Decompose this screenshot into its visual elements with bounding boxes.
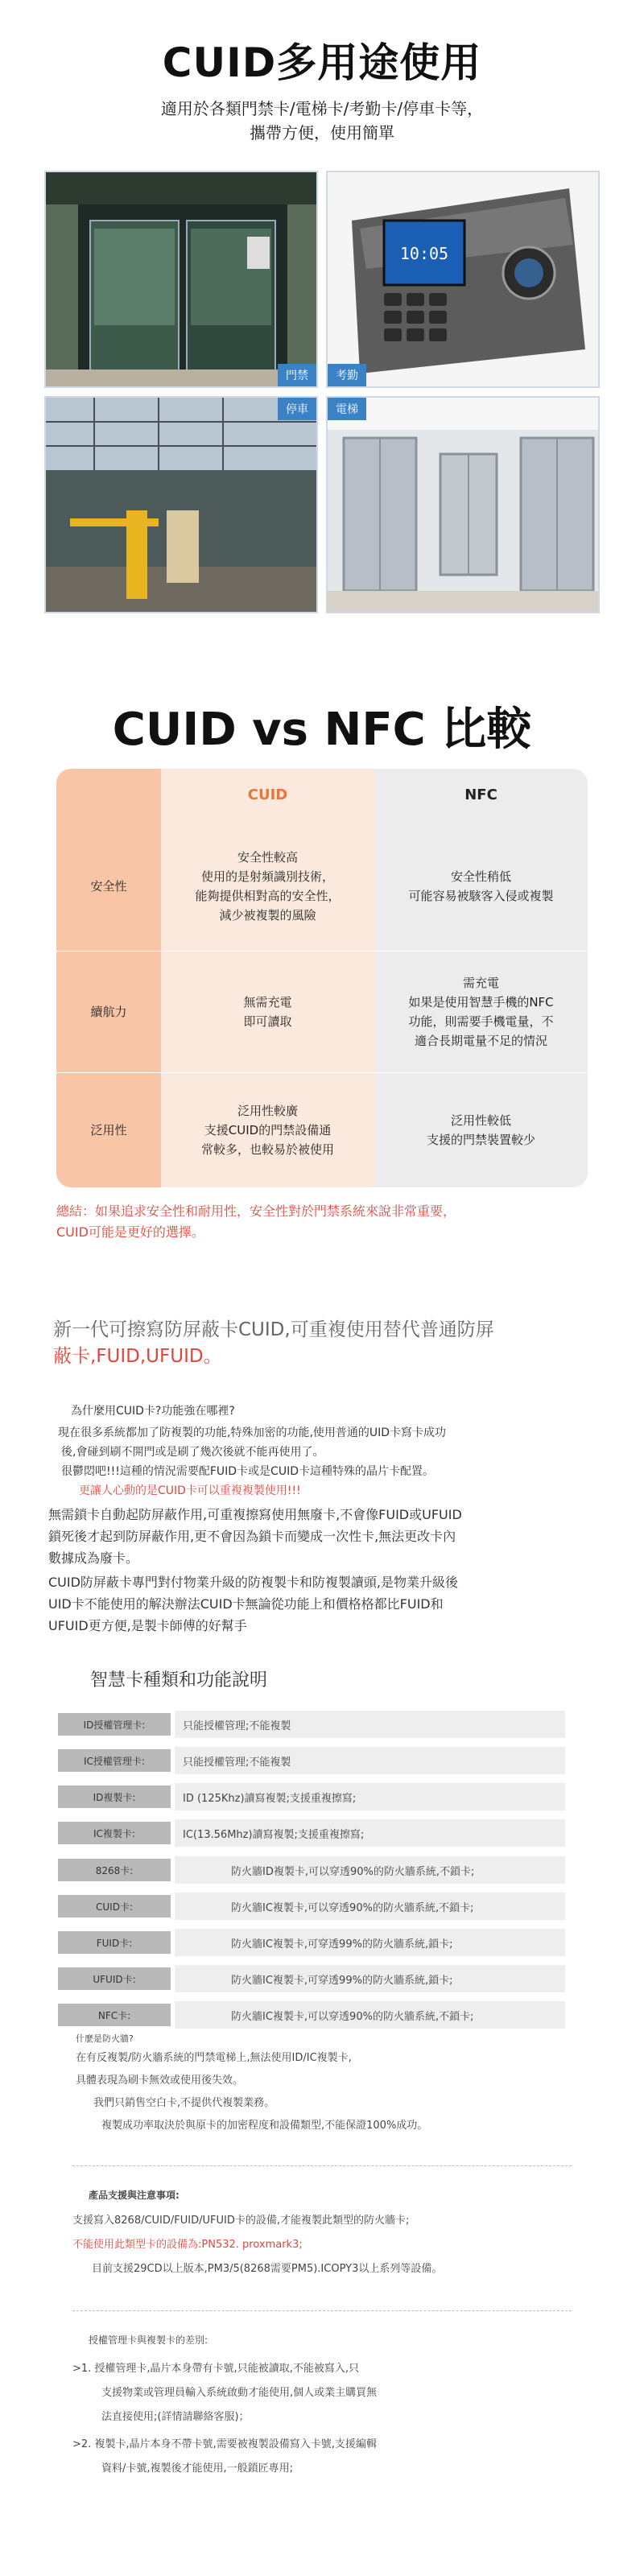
section-divider xyxy=(72,2165,572,2166)
para-line: CUID防屏蔽卡專門對付物業升級的防複製卡和防複製讀頭,是物業升級後 xyxy=(48,1575,459,1590)
elevator-illustration xyxy=(328,398,600,613)
cell-line: 泛用性較低 xyxy=(450,1113,511,1128)
card-type-desc: 只能授權管理;不能複製 xyxy=(175,1711,565,1738)
card-row xyxy=(58,1929,565,1956)
diff-title: 授權管理卡與複製卡的差別: xyxy=(89,2334,208,2346)
card-type-label: ID授權管理卡: xyxy=(58,1713,171,1736)
card-row xyxy=(58,1819,565,1847)
card-type-label: NFC卡: xyxy=(58,2004,171,2026)
card-row xyxy=(58,1711,565,1738)
diff-line: >1. 授權管理卡,晶片本身帶有卡號,只能被讀取,不能被寫入,只 xyxy=(72,2363,359,2375)
cuid-security-cell xyxy=(161,822,374,951)
diff-line: 法直接使用;(詳情請聯絡客服)； xyxy=(101,2411,250,2423)
photo-tag: 停車 xyxy=(278,398,316,420)
card-row xyxy=(58,1783,565,1810)
para-line: 無需鎖卡自動起防屏蔽作用,可重複擦寫使用無廢卡,不會像FUID或UFUID xyxy=(48,1507,462,1522)
para-line: 鎖死後才起到防屏蔽作用,更不會因為鎖卡而變成一次性卡,無法更改卡內 xyxy=(48,1529,456,1544)
cards-section-title: 智慧卡種類和功能說明 xyxy=(90,1670,268,1690)
card-row xyxy=(58,1893,565,1920)
diff-notes xyxy=(72,2357,580,2481)
parking-gate-photo xyxy=(44,396,318,613)
heading-line: 新一代可擦寫防屏蔽卡CUID,可重複使用替代普通防屏 xyxy=(53,1319,494,1340)
comparison-title: CUID vs NFC 比較 xyxy=(112,704,532,756)
cell-line: 支援CUID的門禁設備通 xyxy=(204,1123,332,1137)
attendance-terminal-illustration xyxy=(328,172,600,388)
parking-gate-illustration xyxy=(46,398,318,613)
card-type-label: 8268卡: xyxy=(58,1859,171,1881)
para-line: UID卡不能使用的解決辦法CUID卡無論從功能上和價格格都比FUID和 xyxy=(48,1596,444,1612)
cell-line: 安全性稍低 xyxy=(450,869,511,884)
card-type-label: IC複製卡: xyxy=(58,1822,171,1844)
summary-line: CUID可能是更好的選擇。 xyxy=(56,1224,204,1240)
card-row xyxy=(58,1965,565,1992)
photo-tag: 電梯 xyxy=(328,398,366,420)
photo-tag: 考勤 xyxy=(328,364,366,386)
para-line: 數據成為廢卡。 xyxy=(48,1550,139,1566)
row-label-security: 安全性 xyxy=(56,822,161,951)
article-heading xyxy=(53,1317,584,1370)
table-header-empty xyxy=(56,769,161,822)
card-type-desc: IC(13.56Mhz)讀寫複製;支援重複擦寫; xyxy=(175,1819,565,1847)
card-type-desc: 防火牆IC複製卡,可穿透99%的防火牆系統,鎖卡; xyxy=(175,1965,565,1992)
door-access-photo xyxy=(44,171,318,388)
card-type-desc: 防火牆ID複製卡,可以穿透90%的防火牆系統,不鎖卡; xyxy=(175,1856,565,1884)
card-type-desc: 防火牆IC複製卡,可穿透99%的防火牆系統,鎖卡; xyxy=(175,1929,565,1956)
nfc-endurance-cell xyxy=(374,952,588,1072)
heading-line: 蔽卡,FUID,UFUID。 xyxy=(53,1346,222,1367)
elevator-photo xyxy=(326,396,600,613)
door-access-illustration xyxy=(46,172,318,388)
summary-line: 總結：如果追求安全性和耐用性，安全性對於門禁系統來說非常重要， xyxy=(56,1203,456,1219)
row-label-versatility: 泛用性 xyxy=(56,1073,161,1187)
cell-line: 常較多，也較易於被使用 xyxy=(200,1142,334,1157)
support-line: 不能使用此類型卡的設備為:PN532. proxmark3; xyxy=(72,2239,303,2251)
cell-line: 功能，則需要手機電量，不 xyxy=(408,1014,554,1029)
article-paragraph-2 xyxy=(48,1504,588,1569)
subtitle-line-2: 攜帶方便，使用簡單 xyxy=(250,123,394,142)
para-line: 在有反複製/防火牆系統的門禁電梯上,無法使用ID/IC複製卡, xyxy=(76,2052,352,2064)
support-notes xyxy=(72,2212,580,2278)
article-paragraph-3 xyxy=(48,1571,588,1637)
cell-line: 減少被複製的風險 xyxy=(219,908,316,923)
card-type-label: CUID卡: xyxy=(58,1895,171,1918)
cell-line: 如果是使用智慧手機的NFC xyxy=(408,995,554,1009)
firewall-question: 什麼是防火牆? xyxy=(76,2033,134,2044)
card-row xyxy=(58,1747,565,1774)
card-type-desc: ID (125Khz)讀寫複製;支援重複擦寫; xyxy=(175,1783,565,1810)
terminal-time: 10:05 xyxy=(399,244,449,263)
para-line: 後,會碰到刷不開門或是刷了幾次後就不能再使用了。 xyxy=(61,1446,324,1459)
firewall-explanation xyxy=(76,2050,575,2135)
para-line: 我們只銷售空白卡,不提供代複製業務。 xyxy=(93,2097,275,2109)
cuid-endurance-cell xyxy=(161,952,374,1072)
card-type-label: IC授權管理卡: xyxy=(58,1749,171,1772)
cell-line: 支援的門禁裝置較少 xyxy=(426,1133,535,1147)
time-attendance-photo xyxy=(326,171,600,388)
diff-line: 資料/卡號,複製後才能使用,一般鎖匠專用; xyxy=(101,2462,294,2475)
diff-line: >2. 複製卡,晶片本身不帶卡號,需要被複製設備寫入卡號,支援編輯 xyxy=(72,2438,377,2450)
card-row xyxy=(58,1856,565,1884)
cell-line: 使用的是射頻識別技術， xyxy=(200,869,334,884)
row-label-endurance: 續航力 xyxy=(56,952,161,1072)
card-type-desc: 防火牆IC複製卡,可以穿透90%的防火牆系統,不鎖卡; xyxy=(175,2001,565,2029)
cell-line: 泛用性較廣 xyxy=(237,1104,298,1118)
comparison-summary xyxy=(56,1201,596,1243)
diff-line: 支援物業或管理員輸入系統啟動才能使用,個人或業主購買無 xyxy=(101,2387,378,2399)
table-header-nfc: NFC xyxy=(374,769,588,822)
cell-line: 適合長期電量不足的情況 xyxy=(414,1034,547,1048)
hero-subtitle xyxy=(0,97,644,145)
para-line: 很鬱悶吧!!!這種的情況需要配FUID卡或是CUID卡這種特殊的晶片卡配置。 xyxy=(61,1465,434,1478)
nfc-versatility-cell xyxy=(374,1073,588,1187)
para-line: 複製成功率取決於與原卡的加密程度和設備類型,不能保證100%成功。 xyxy=(101,2120,428,2132)
table-header-cuid: CUID xyxy=(161,769,374,822)
support-title: 產品支援與注意事項: xyxy=(89,2190,180,2201)
card-row xyxy=(58,2001,565,2029)
cell-line: 能夠提供相對高的安全性， xyxy=(195,889,341,903)
article-question: 為什麼用CUID卡?功能強在哪裡? xyxy=(71,1405,235,1418)
subtitle-line-1: 適用於各類門禁卡/電梯卡/考勤卡/停車卡等， xyxy=(160,99,484,118)
cell-line: 即可讀取 xyxy=(243,1014,292,1029)
cell-line: 無需充電 xyxy=(243,995,292,1009)
cell-line: 需充電 xyxy=(462,976,499,990)
para-highlight: 更讓人心動的是CUID卡可以重複複製使用!!! xyxy=(79,1484,301,1497)
cell-line: 安全性較高 xyxy=(237,850,298,865)
card-type-desc: 只能授權管理;不能複製 xyxy=(175,1747,565,1774)
para-line: 現在很多系統都加了防複製的功能,特殊加密的功能,使用普通的UID卡寫卡成功 xyxy=(58,1426,447,1439)
card-type-label: ID複製卡: xyxy=(58,1785,171,1808)
card-type-desc: 防火牆IC複製卡,可以穿透90%的防火牆系統,不鎖卡; xyxy=(175,1893,565,1920)
article-paragraph-1 xyxy=(58,1423,581,1501)
nfc-security-cell xyxy=(374,822,588,951)
card-type-label: UFUID卡: xyxy=(58,1967,171,1990)
card-type-label: FUID卡: xyxy=(58,1931,171,1954)
section-divider xyxy=(72,2310,572,2311)
cuid-versatility-cell xyxy=(161,1073,374,1187)
photo-tag: 門禁 xyxy=(278,364,316,386)
para-line: UFUID更方便,是製卡師傅的好幫手 xyxy=(48,1618,247,1633)
cell-line: 可能容易被駭客入侵或複製 xyxy=(408,889,554,903)
comparison-table xyxy=(56,769,588,1187)
para-line: 具體表現為刷卡無效或使用後失效。 xyxy=(76,2074,244,2087)
page-title: CUID多用途使用 xyxy=(162,39,482,86)
support-line: 支援寫入8268/CUID/FUID/UFUID卡的設備,才能複製此類型的防火牆卡; xyxy=(72,2215,410,2227)
support-line: 目前支援29CD以上版本,PM3/5(8268需要PM5).ICOPY3以上系列等設備。 xyxy=(92,2263,443,2275)
